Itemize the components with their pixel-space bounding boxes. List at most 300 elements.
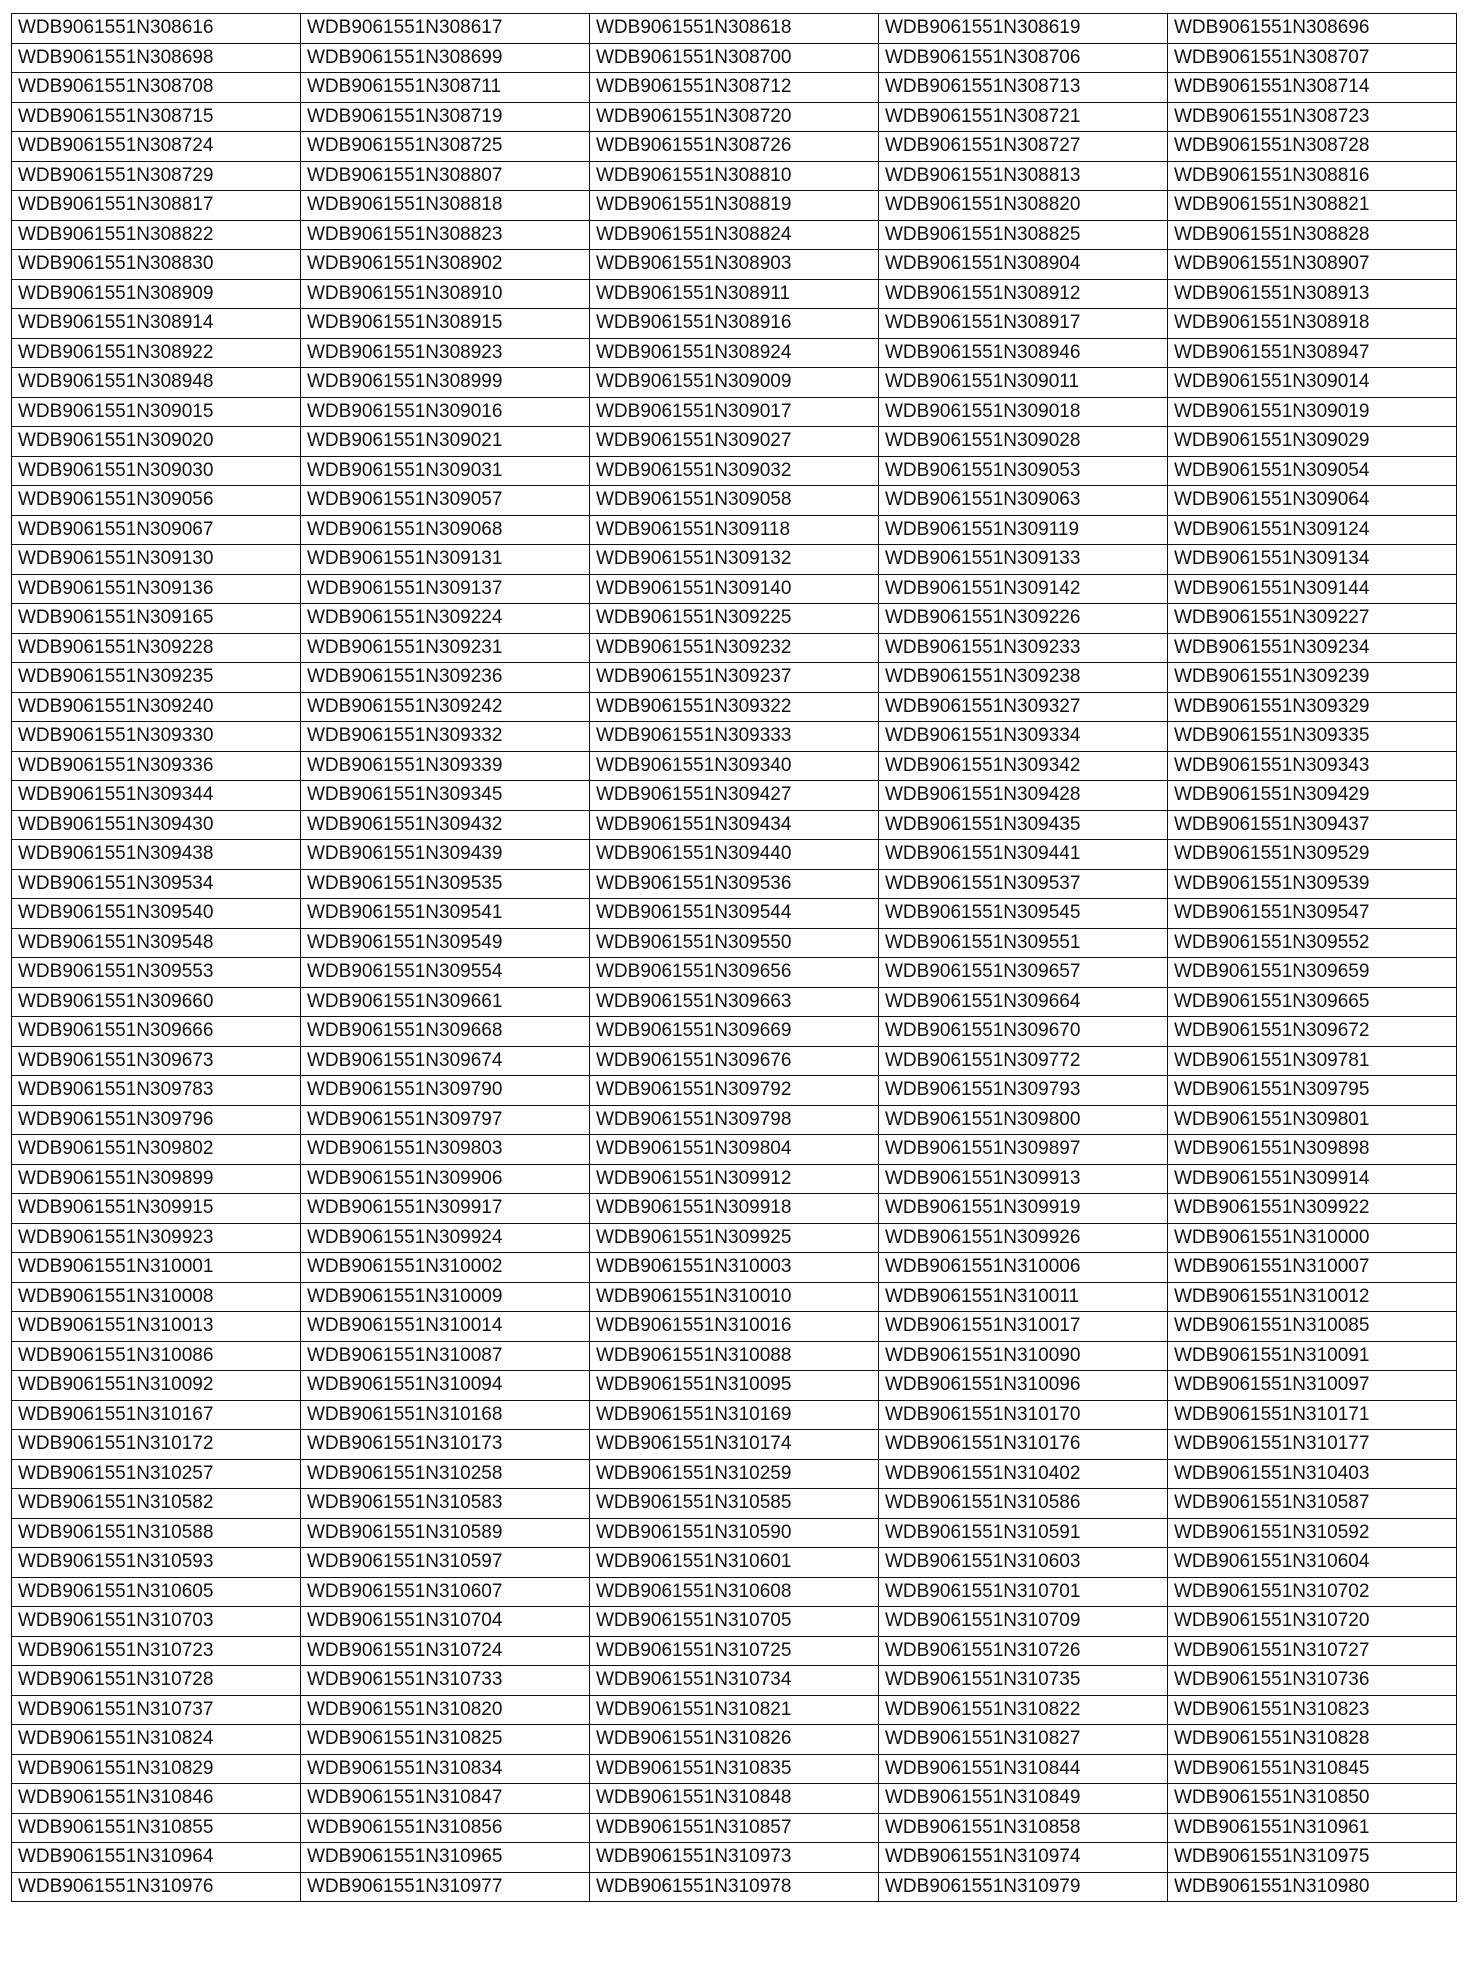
vin-cell: WDB9061551N308726 [590,132,879,162]
table-row [12,1164,1457,1194]
vin-cell: WDB9061551N310172 [12,1430,301,1460]
vin-cell: WDB9061551N309912 [590,1164,879,1194]
table-row [12,1135,1457,1165]
vin-cell: WDB9061551N310583 [301,1489,590,1519]
vin-cell: WDB9061551N310834 [301,1754,590,1784]
vin-cell: WDB9061551N310974 [879,1843,1168,1873]
table-row [12,928,1457,958]
vin-cell: WDB9061551N310733 [301,1666,590,1696]
vin-cell: WDB9061551N308904 [879,250,1168,280]
vin-cell: WDB9061551N309922 [1168,1194,1457,1224]
vin-cell: WDB9061551N310724 [301,1636,590,1666]
vin-cell: WDB9061551N309236 [301,663,590,693]
vin-cell: WDB9061551N310585 [590,1489,879,1519]
vin-cell: WDB9061551N310849 [879,1784,1168,1814]
vin-cell: WDB9061551N309054 [1168,456,1457,486]
vin-cell: WDB9061551N309136 [12,574,301,604]
vin-cell: WDB9061551N310827 [879,1725,1168,1755]
vin-cell: WDB9061551N309009 [590,368,879,398]
vin-cell: WDB9061551N308711 [301,73,590,103]
vin-cell: WDB9061551N309231 [301,633,590,663]
vin-cell: WDB9061551N309899 [12,1164,301,1194]
vin-cell: WDB9061551N309666 [12,1017,301,1047]
vin-cell: WDB9061551N309914 [1168,1164,1457,1194]
table-row [12,781,1457,811]
vin-cell: WDB9061551N310821 [590,1695,879,1725]
vin-cell: WDB9061551N309015 [12,397,301,427]
vin-cell: WDB9061551N310173 [301,1430,590,1460]
vin-cell: WDB9061551N309536 [590,869,879,899]
table-row [12,1636,1457,1666]
vin-cell: WDB9061551N310168 [301,1400,590,1430]
vin-cell: WDB9061551N310824 [12,1725,301,1755]
vin-cell: WDB9061551N310013 [12,1312,301,1342]
vin-cell: WDB9061551N309142 [879,574,1168,604]
vin-cell: WDB9061551N310601 [590,1548,879,1578]
vin-cell: WDB9061551N310980 [1168,1872,1457,1902]
vin-cell: WDB9061551N309554 [301,958,590,988]
vin-cell: WDB9061551N309342 [879,751,1168,781]
table-row [12,132,1457,162]
vin-cell: WDB9061551N309237 [590,663,879,693]
vin-cell: WDB9061551N310720 [1168,1607,1457,1637]
vin-cell: WDB9061551N310016 [590,1312,879,1342]
vin-cell: WDB9061551N310085 [1168,1312,1457,1342]
vin-cell: WDB9061551N310006 [879,1253,1168,1283]
table-row [12,1459,1457,1489]
vin-cell: WDB9061551N308700 [590,43,879,73]
vin-cell: WDB9061551N310844 [879,1754,1168,1784]
vin-cell: WDB9061551N310017 [879,1312,1168,1342]
vin-cell: WDB9061551N309432 [301,810,590,840]
vin-cell: WDB9061551N309339 [301,751,590,781]
vin-cell: WDB9061551N309917 [301,1194,590,1224]
table-row [12,73,1457,103]
vin-cell: WDB9061551N309801 [1168,1105,1457,1135]
vin-cell: WDB9061551N309535 [301,869,590,899]
vin-cell: WDB9061551N310734 [590,1666,879,1696]
vin-cell: WDB9061551N309802 [12,1135,301,1165]
vin-table [11,13,1457,1902]
table-row [12,1400,1457,1430]
vin-cell: WDB9061551N310586 [879,1489,1168,1519]
vin-cell: WDB9061551N308948 [12,368,301,398]
vin-table-page [11,13,1457,1902]
vin-cell: WDB9061551N310605 [12,1577,301,1607]
vin-cell: WDB9061551N310003 [590,1253,879,1283]
vin-cell: WDB9061551N308807 [301,161,590,191]
vin-cell: WDB9061551N309539 [1168,869,1457,899]
vin-cell: WDB9061551N310835 [590,1754,879,1784]
vin-cell: WDB9061551N308830 [12,250,301,280]
vin-cell: WDB9061551N310593 [12,1548,301,1578]
table-row [12,279,1457,309]
vin-cell: WDB9061551N309238 [879,663,1168,693]
vin-cell: WDB9061551N310848 [590,1784,879,1814]
vin-cell: WDB9061551N309063 [879,486,1168,516]
vin-cell: WDB9061551N309434 [590,810,879,840]
vin-cell: WDB9061551N310402 [879,1459,1168,1489]
vin-cell: WDB9061551N309919 [879,1194,1168,1224]
vin-cell: WDB9061551N309439 [301,840,590,870]
vin-cell: WDB9061551N310171 [1168,1400,1457,1430]
table-row [12,604,1457,634]
vin-cell: WDB9061551N310014 [301,1312,590,1342]
vin-cell: WDB9061551N309430 [12,810,301,840]
vin-cell: WDB9061551N308820 [879,191,1168,221]
vin-cell: WDB9061551N308617 [301,14,590,44]
vin-cell: WDB9061551N308715 [12,102,301,132]
table-row [12,751,1457,781]
vin-cell: WDB9061551N308824 [590,220,879,250]
vin-cell: WDB9061551N308907 [1168,250,1457,280]
vin-cell: WDB9061551N309898 [1168,1135,1457,1165]
vin-cell: WDB9061551N310012 [1168,1282,1457,1312]
vin-cell: WDB9061551N309031 [301,456,590,486]
vin-cell: WDB9061551N310845 [1168,1754,1457,1784]
vin-cell: WDB9061551N309534 [12,869,301,899]
vin-cell: WDB9061551N309549 [301,928,590,958]
table-row [12,663,1457,693]
vin-cell: WDB9061551N309906 [301,1164,590,1194]
vin-cell: WDB9061551N309551 [879,928,1168,958]
vin-cell: WDB9061551N310978 [590,1872,879,1902]
vin-cell: WDB9061551N309340 [590,751,879,781]
vin-cell: WDB9061551N309130 [12,545,301,575]
vin-cell: WDB9061551N310589 [301,1518,590,1548]
vin-cell: WDB9061551N310590 [590,1518,879,1548]
vin-cell: WDB9061551N308728 [1168,132,1457,162]
vin-cell: WDB9061551N309224 [301,604,590,634]
table-row [12,1371,1457,1401]
table-row [12,1076,1457,1106]
vin-cell: WDB9061551N308828 [1168,220,1457,250]
vin-cell: WDB9061551N308947 [1168,338,1457,368]
vin-cell: WDB9061551N309656 [590,958,879,988]
vin-cell: WDB9061551N309792 [590,1076,879,1106]
table-row [12,958,1457,988]
vin-cell: WDB9061551N310011 [879,1282,1168,1312]
table-row [12,1577,1457,1607]
table-row [12,722,1457,752]
vin-cell: WDB9061551N308922 [12,338,301,368]
table-row [12,515,1457,545]
vin-cell: WDB9061551N309233 [879,633,1168,663]
vin-cell: WDB9061551N308821 [1168,191,1457,221]
vin-cell: WDB9061551N309234 [1168,633,1457,663]
vin-cell: WDB9061551N309225 [590,604,879,634]
vin-cell: WDB9061551N309897 [879,1135,1168,1165]
vin-cell: WDB9061551N310010 [590,1282,879,1312]
vin-cell: WDB9061551N309124 [1168,515,1457,545]
vin-cell: WDB9061551N309441 [879,840,1168,870]
vin-cell: WDB9061551N310587 [1168,1489,1457,1519]
vin-cell: WDB9061551N308723 [1168,102,1457,132]
table-row [12,1784,1457,1814]
table-row [12,1105,1457,1135]
vin-cell: WDB9061551N310736 [1168,1666,1457,1696]
vin-cell: WDB9061551N308823 [301,220,590,250]
vin-cell: WDB9061551N309133 [879,545,1168,575]
vin-cell: WDB9061551N308819 [590,191,879,221]
vin-cell: WDB9061551N309672 [1168,1017,1457,1047]
vin-cell: WDB9061551N310964 [12,1843,301,1873]
vin-cell: WDB9061551N308618 [590,14,879,44]
vin-cell: WDB9061551N310096 [879,1371,1168,1401]
vin-cell: WDB9061551N310703 [12,1607,301,1637]
vin-cell: WDB9061551N310856 [301,1813,590,1843]
vin-cell: WDB9061551N308725 [301,132,590,162]
vin-cell: WDB9061551N309165 [12,604,301,634]
table-row [12,1548,1457,1578]
vin-cell: WDB9061551N308999 [301,368,590,398]
vin-cell: WDB9061551N309053 [879,456,1168,486]
vin-cell: WDB9061551N310259 [590,1459,879,1489]
vin-cell: WDB9061551N309660 [12,987,301,1017]
vin-cell: WDB9061551N308724 [12,132,301,162]
vin-cell: WDB9061551N309240 [12,692,301,722]
vin-cell: WDB9061551N309429 [1168,781,1457,811]
table-row [12,1017,1457,1047]
table-row [12,1253,1457,1283]
vin-cell: WDB9061551N310090 [879,1341,1168,1371]
vin-cell: WDB9061551N309918 [590,1194,879,1224]
table-row [12,309,1457,339]
vin-cell: WDB9061551N309913 [879,1164,1168,1194]
vin-cell: WDB9061551N310258 [301,1459,590,1489]
table-row [12,456,1457,486]
vin-cell: WDB9061551N310095 [590,1371,879,1401]
vin-cell: WDB9061551N308913 [1168,279,1457,309]
vin-cell: WDB9061551N309659 [1168,958,1457,988]
table-row [12,368,1457,398]
table-row [12,1754,1457,1784]
vin-cell: WDB9061551N308924 [590,338,879,368]
table-row [12,1813,1457,1843]
vin-cell: WDB9061551N309798 [590,1105,879,1135]
vin-cell: WDB9061551N309790 [301,1076,590,1106]
vin-cell: WDB9061551N308817 [12,191,301,221]
vin-cell: WDB9061551N310403 [1168,1459,1457,1489]
table-row [12,1843,1457,1873]
vin-cell: WDB9061551N310728 [12,1666,301,1696]
vin-cell: WDB9061551N309019 [1168,397,1457,427]
vin-cell: WDB9061551N309144 [1168,574,1457,604]
vin-cell: WDB9061551N309664 [879,987,1168,1017]
vin-cell: WDB9061551N309797 [301,1105,590,1135]
vin-cell: WDB9061551N309058 [590,486,879,516]
vin-cell: WDB9061551N308707 [1168,43,1457,73]
vin-cell: WDB9061551N310975 [1168,1843,1457,1873]
vin-cell: WDB9061551N310727 [1168,1636,1457,1666]
vin-cell: WDB9061551N309330 [12,722,301,752]
vin-cell: WDB9061551N310582 [12,1489,301,1519]
vin-cell: WDB9061551N309783 [12,1076,301,1106]
vin-cell: WDB9061551N310723 [12,1636,301,1666]
vin-cell: WDB9061551N310726 [879,1636,1168,1666]
table-row [12,43,1457,73]
vin-cell: WDB9061551N310002 [301,1253,590,1283]
vin-cell: WDB9061551N308912 [879,279,1168,309]
vin-cell: WDB9061551N309017 [590,397,879,427]
vin-cell: WDB9061551N309915 [12,1194,301,1224]
vin-cell: WDB9061551N310855 [12,1813,301,1843]
vin-cell: WDB9061551N309057 [301,486,590,516]
vin-cell: WDB9061551N309663 [590,987,879,1017]
vin-cell: WDB9061551N310094 [301,1371,590,1401]
vin-cell: WDB9061551N309131 [301,545,590,575]
table-row [12,1341,1457,1371]
table-row [12,102,1457,132]
vin-cell: WDB9061551N309657 [879,958,1168,988]
vin-cell: WDB9061551N308822 [12,220,301,250]
vin-cell: WDB9061551N309068 [301,515,590,545]
table-row [12,810,1457,840]
vin-cell: WDB9061551N309232 [590,633,879,663]
vin-cell: WDB9061551N308708 [12,73,301,103]
vin-cell: WDB9061551N310597 [301,1548,590,1578]
vin-cell: WDB9061551N308706 [879,43,1168,73]
table-row [12,338,1457,368]
vin-cell: WDB9061551N309064 [1168,486,1457,516]
vin-cell: WDB9061551N308902 [301,250,590,280]
vin-cell: WDB9061551N310979 [879,1872,1168,1902]
vin-cell: WDB9061551N310709 [879,1607,1168,1637]
vin-cell: WDB9061551N309011 [879,368,1168,398]
vin-cell: WDB9061551N310086 [12,1341,301,1371]
vin-cell: WDB9061551N310701 [879,1577,1168,1607]
vin-cell: WDB9061551N309544 [590,899,879,929]
vin-cell: WDB9061551N309029 [1168,427,1457,457]
vin-cell: WDB9061551N310704 [301,1607,590,1637]
vin-cell: WDB9061551N309669 [590,1017,879,1047]
vin-cell: WDB9061551N309676 [590,1046,879,1076]
vin-cell: WDB9061551N308910 [301,279,590,309]
vin-cell: WDB9061551N309333 [590,722,879,752]
vin-cell: WDB9061551N309343 [1168,751,1457,781]
table-row [12,250,1457,280]
vin-table-body [12,14,1457,1902]
table-row [12,899,1457,929]
vin-cell: WDB9061551N310725 [590,1636,879,1666]
vin-cell: WDB9061551N310177 [1168,1430,1457,1460]
vin-cell: WDB9061551N310088 [590,1341,879,1371]
vin-cell: WDB9061551N308916 [590,309,879,339]
vin-cell: WDB9061551N308825 [879,220,1168,250]
table-row [12,1607,1457,1637]
vin-cell: WDB9061551N308727 [879,132,1168,162]
vin-cell: WDB9061551N309327 [879,692,1168,722]
vin-cell: WDB9061551N310092 [12,1371,301,1401]
vin-cell: WDB9061551N309345 [301,781,590,811]
vin-cell: WDB9061551N309541 [301,899,590,929]
vin-cell: WDB9061551N309800 [879,1105,1168,1135]
vin-cell: WDB9061551N310828 [1168,1725,1457,1755]
vin-cell: WDB9061551N308712 [590,73,879,103]
vin-cell: WDB9061551N310257 [12,1459,301,1489]
vin-cell: WDB9061551N309027 [590,427,879,457]
vin-cell: WDB9061551N308810 [590,161,879,191]
vin-cell: WDB9061551N308813 [879,161,1168,191]
vin-cell: WDB9061551N310087 [301,1341,590,1371]
vin-cell: WDB9061551N309427 [590,781,879,811]
table-row [12,397,1457,427]
vin-cell: WDB9061551N310850 [1168,1784,1457,1814]
table-row [12,161,1457,191]
table-row [12,1282,1457,1312]
table-row [12,1725,1457,1755]
vin-cell: WDB9061551N309322 [590,692,879,722]
vin-cell: WDB9061551N309435 [879,810,1168,840]
vin-cell: WDB9061551N310826 [590,1725,879,1755]
vin-cell: WDB9061551N309137 [301,574,590,604]
vin-cell: WDB9061551N309332 [301,722,590,752]
vin-cell: WDB9061551N310009 [301,1282,590,1312]
table-row [12,1518,1457,1548]
vin-cell: WDB9061551N309772 [879,1046,1168,1076]
vin-cell: WDB9061551N310091 [1168,1341,1457,1371]
table-row [12,220,1457,250]
vin-cell: WDB9061551N309553 [12,958,301,988]
vin-cell: WDB9061551N309793 [879,1076,1168,1106]
vin-cell: WDB9061551N309545 [879,899,1168,929]
vin-cell: WDB9061551N309437 [1168,810,1457,840]
vin-cell: WDB9061551N309021 [301,427,590,457]
vin-cell: WDB9061551N308946 [879,338,1168,368]
table-row [12,869,1457,899]
vin-cell: WDB9061551N309428 [879,781,1168,811]
vin-cell: WDB9061551N309548 [12,928,301,958]
vin-cell: WDB9061551N308714 [1168,73,1457,103]
vin-cell: WDB9061551N310973 [590,1843,879,1873]
vin-cell: WDB9061551N308698 [12,43,301,73]
table-row [12,1489,1457,1519]
vin-cell: WDB9061551N308911 [590,279,879,309]
vin-cell: WDB9061551N310007 [1168,1253,1457,1283]
vin-cell: WDB9061551N308914 [12,309,301,339]
vin-cell: WDB9061551N308719 [301,102,590,132]
vin-cell: WDB9061551N310737 [12,1695,301,1725]
table-row [12,486,1457,516]
table-row [12,1872,1457,1902]
table-row [12,427,1457,457]
table-row [12,545,1457,575]
vin-cell: WDB9061551N310607 [301,1577,590,1607]
vin-cell: WDB9061551N309335 [1168,722,1457,752]
table-row [12,987,1457,1017]
vin-cell: WDB9061551N310169 [590,1400,879,1430]
vin-cell: WDB9061551N310176 [879,1430,1168,1460]
vin-cell: WDB9061551N310965 [301,1843,590,1873]
vin-cell: WDB9061551N309134 [1168,545,1457,575]
vin-cell: WDB9061551N310822 [879,1695,1168,1725]
vin-cell: WDB9061551N308720 [590,102,879,132]
vin-cell: WDB9061551N309227 [1168,604,1457,634]
vin-cell: WDB9061551N310604 [1168,1548,1457,1578]
vin-cell: WDB9061551N308918 [1168,309,1457,339]
vin-cell: WDB9061551N308818 [301,191,590,221]
vin-cell: WDB9061551N309661 [301,987,590,1017]
vin-cell: WDB9061551N310977 [301,1872,590,1902]
vin-cell: WDB9061551N309067 [12,515,301,545]
vin-cell: WDB9061551N308713 [879,73,1168,103]
vin-cell: WDB9061551N309529 [1168,840,1457,870]
table-row [12,840,1457,870]
vin-cell: WDB9061551N309030 [12,456,301,486]
vin-cell: WDB9061551N309119 [879,515,1168,545]
vin-cell: WDB9061551N309926 [879,1223,1168,1253]
vin-cell: WDB9061551N309537 [879,869,1168,899]
